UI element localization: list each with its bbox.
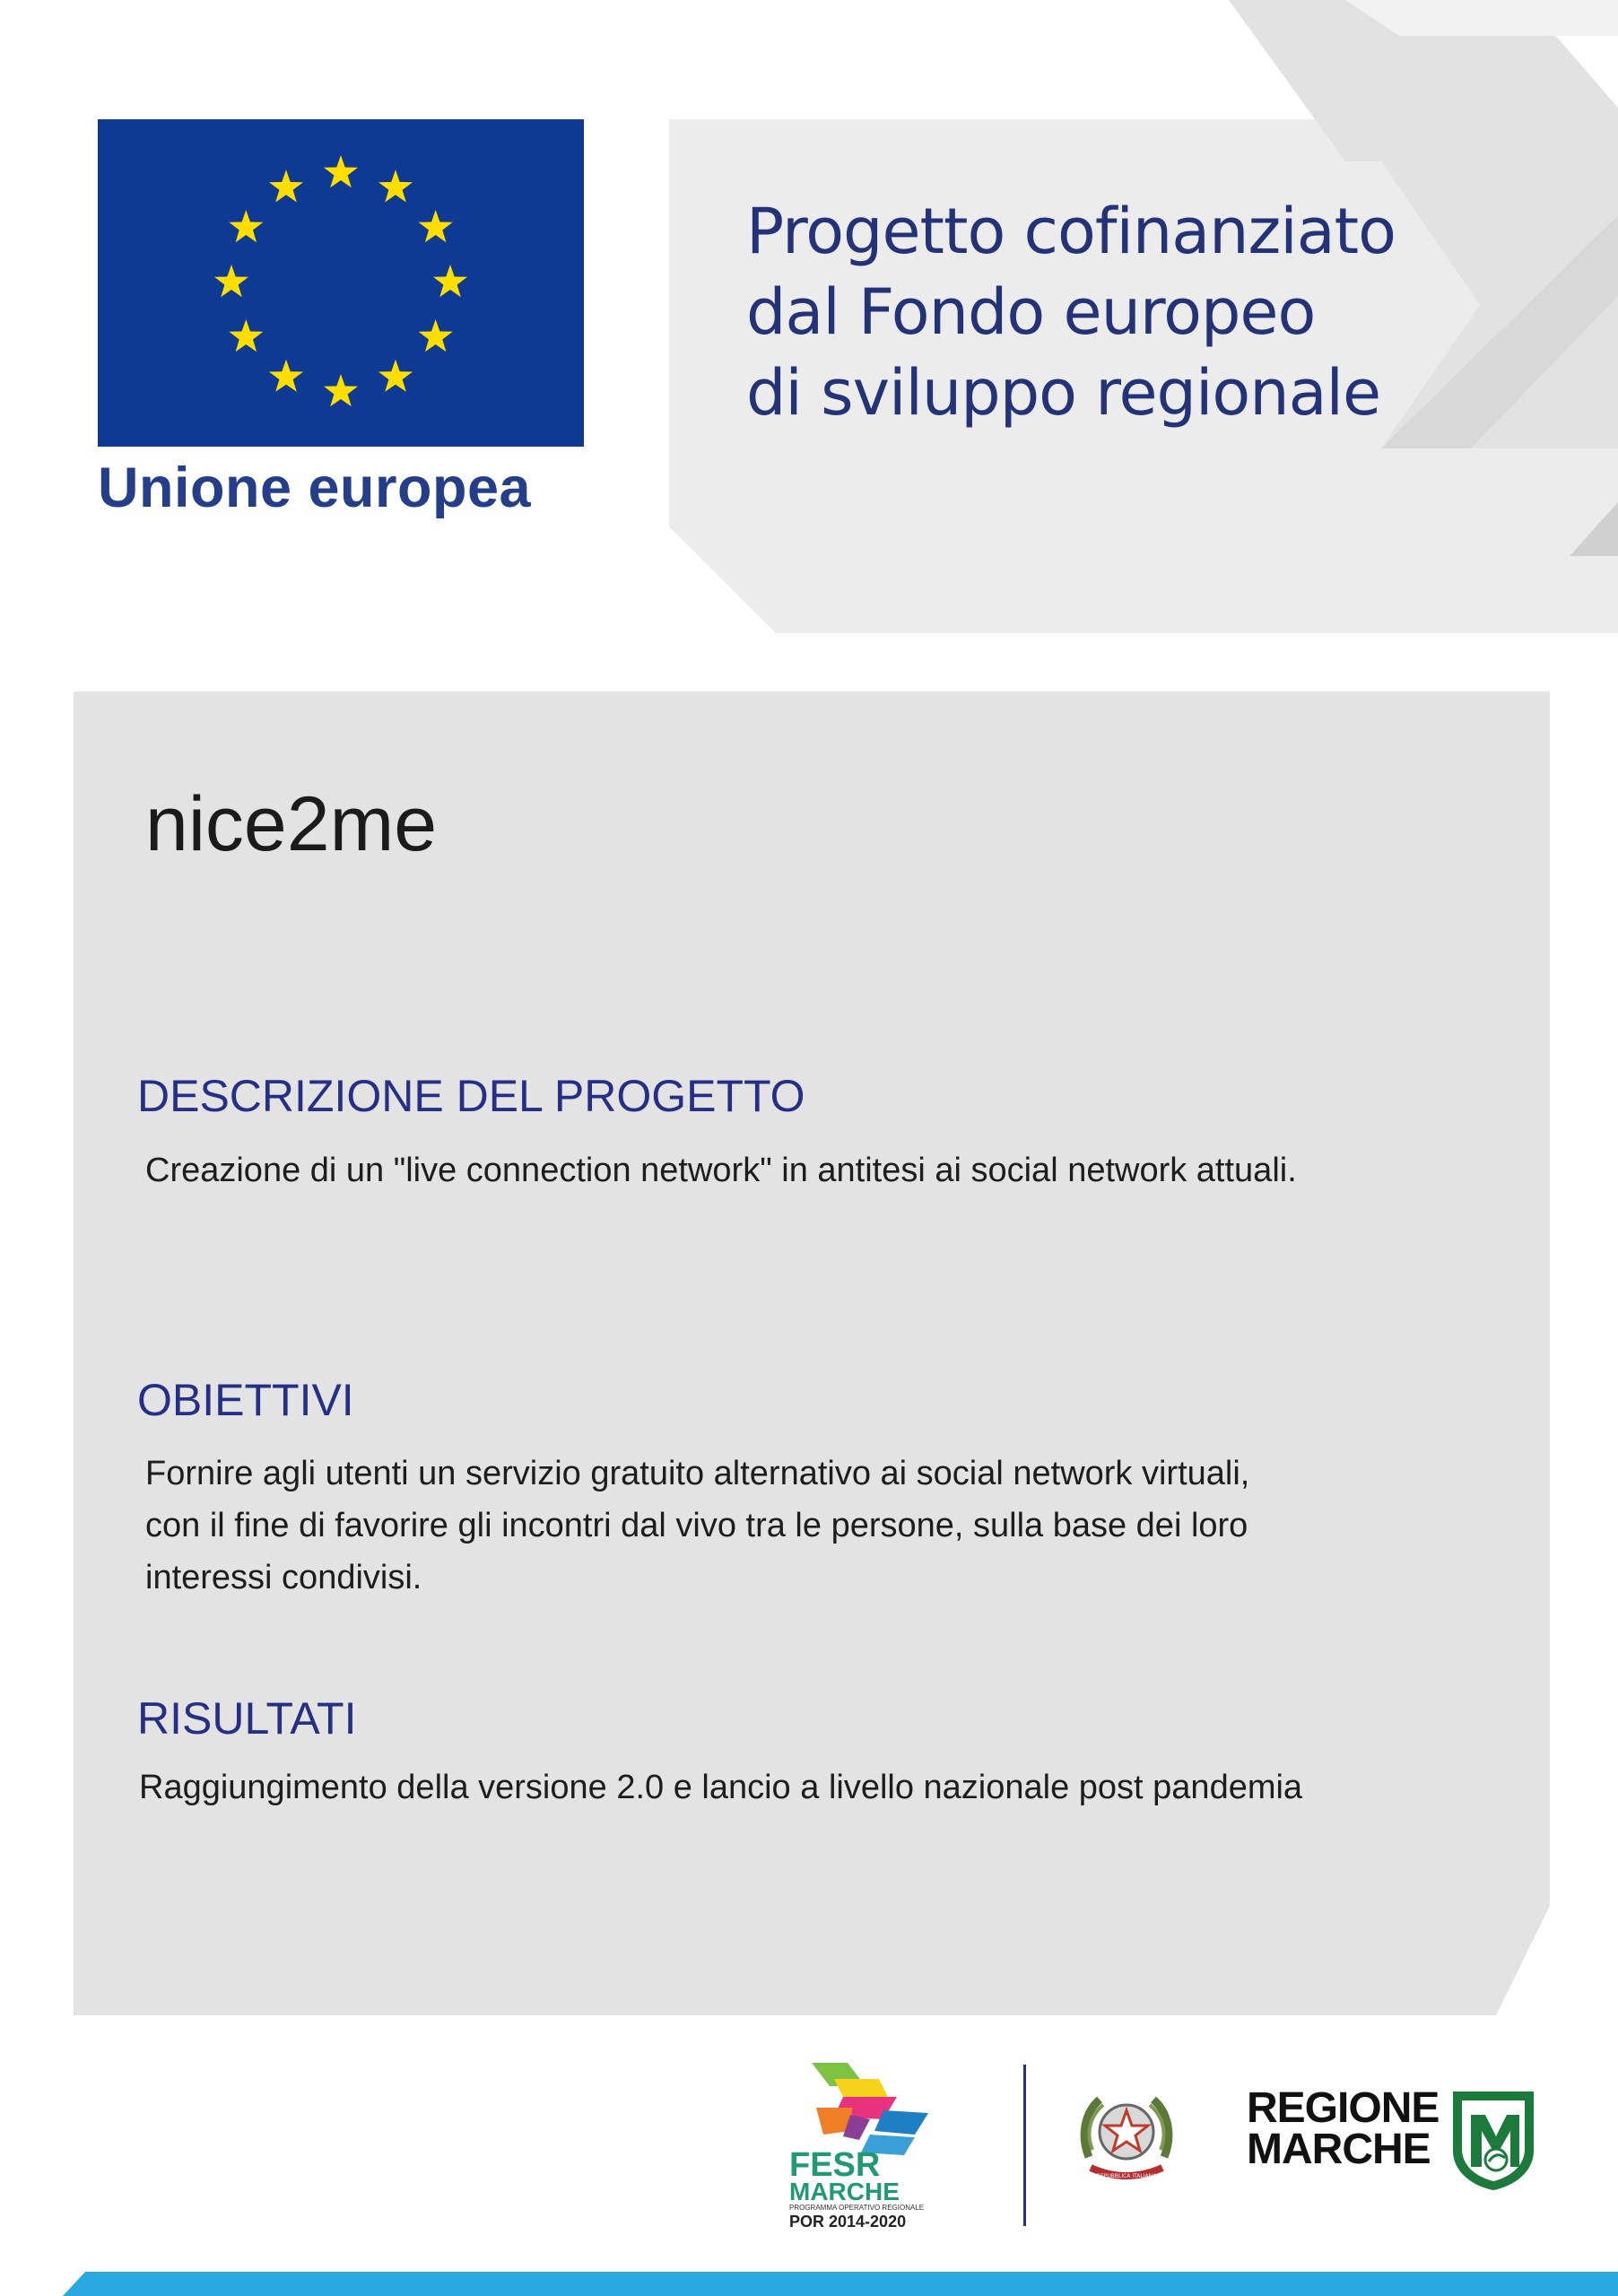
section-body-results: [139, 1761, 1302, 1813]
emblem-caption: REPUBBLICA ITALIANA: [1096, 2173, 1157, 2179]
footer-divider: [1023, 2065, 1026, 2226]
body-line: interessi condivisi.: [145, 1559, 422, 1596]
regione-marche-logo-icon: [1449, 2088, 1537, 2192]
eu-flag-icon: [98, 119, 584, 447]
section-heading-results: RISULTATI: [137, 1693, 357, 1744]
title-line: Progetto cofinanziato: [746, 195, 1396, 268]
title-line: dal Fondo europeo: [746, 275, 1316, 349]
body-line: Creazione di un "live connection network" in antitesi ai social network attuali.: [145, 1152, 1297, 1189]
eu-star-icon: [433, 265, 467, 297]
fesr-line2: MARCHE: [789, 2178, 900, 2205]
section-heading-description: DESCRIZIONE DEL PROGETTO: [137, 1071, 805, 1121]
fesr-tagline: PROGRAMMA OPERATIVO REGIONALE: [789, 2204, 925, 2212]
fesr-text: [789, 2146, 951, 2231]
eu-star-icon: [229, 319, 263, 352]
italian-emblem-icon: [1073, 2085, 1180, 2193]
eu-star-icon: [419, 210, 453, 242]
body-line: Fornire agli utenti un servizio gratuito alternativo ai social network virtuali,: [145, 1455, 1250, 1492]
section-body-description: [145, 1144, 1297, 1196]
footer-accent-bar: [0, 2272, 1618, 2296]
fesr-line1: FESR: [789, 2146, 881, 2184]
eu-star-icon: [324, 155, 358, 187]
eu-star-icon: [269, 170, 303, 202]
eu-star-icon: [214, 265, 248, 297]
eu-star-icon: [419, 319, 453, 352]
project-name: nice2me: [145, 781, 438, 867]
regione-line2: MARCHE: [1247, 2126, 1431, 2173]
regione-line1: REGIONE: [1247, 2084, 1440, 2132]
eu-star-icon: [324, 374, 358, 406]
cofinancing-title: [746, 191, 1553, 433]
regione-marche-text: [1247, 2084, 1440, 2173]
eu-label: Unione europea: [98, 457, 532, 519]
body-line: con il fine di favorire gli incontri dal vivo tra le persone, sulla base dei loro: [145, 1507, 1248, 1544]
eu-star-icon: [269, 360, 303, 392]
fesr-period: POR 2014-2020: [789, 2213, 907, 2231]
section-body-objectives: [145, 1448, 1249, 1604]
title-line: di sviluppo regionale: [746, 356, 1381, 430]
eu-star-icon: [378, 170, 413, 202]
eu-star-icon: [229, 210, 263, 242]
eu-star-icon: [378, 360, 413, 392]
section-heading-objectives: OBIETTIVI: [137, 1375, 354, 1425]
project-panel: [74, 691, 1550, 2015]
body-line: Raggiungimento della versione 2.0 e lancio a livello nazionale post pandemia: [139, 1769, 1303, 1806]
